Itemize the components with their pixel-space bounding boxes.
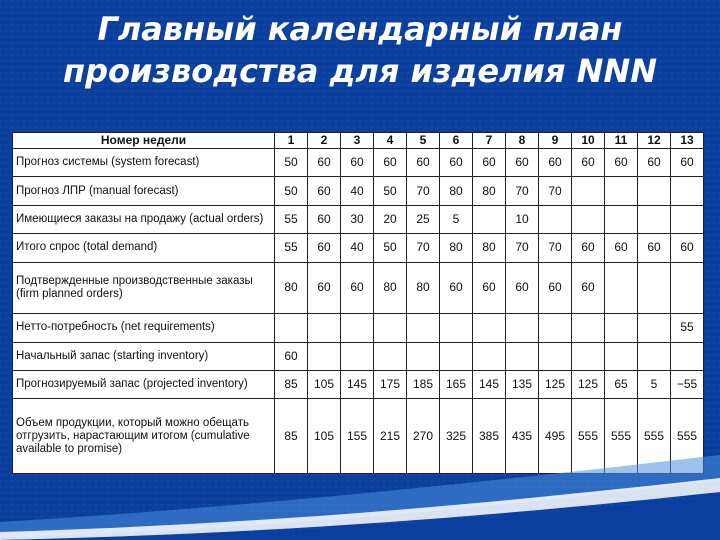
table-cell [473, 205, 506, 233]
table-cell: 80 [473, 177, 506, 205]
table-row [13, 314, 704, 342]
table-cell: 60 [308, 149, 341, 177]
table-cell: 325 [440, 399, 473, 474]
title-line-2: производства для изделия NNN [62, 52, 657, 90]
table-cell: 85 [275, 399, 308, 474]
table-cell: 555 [671, 399, 704, 474]
row-label: Прогноз ЛПР (manual forecast) [13, 177, 275, 205]
row-label: Начальный запас (starting inventory) [13, 342, 275, 370]
table-cell: 555 [605, 399, 638, 474]
table-cell: 555 [572, 399, 605, 474]
table-cell [671, 262, 704, 314]
table-cell [308, 342, 341, 370]
table-row [13, 342, 704, 370]
table-cell [605, 262, 638, 314]
table-cell [638, 205, 671, 233]
table-cell [638, 342, 671, 370]
table-cell: 55 [275, 205, 308, 233]
table-cell [671, 177, 704, 205]
table-cell: 270 [407, 399, 440, 474]
week-header-3: 3 [341, 133, 374, 149]
table-cell: 125 [572, 370, 605, 398]
table-cell [572, 314, 605, 342]
table-cell: 60 [605, 234, 638, 262]
row-label: Имеющиеся заказы на продажу (actual orders) [13, 205, 275, 233]
table-body [13, 149, 704, 474]
table-cell: −55 [671, 370, 704, 398]
table-cell: 185 [407, 370, 440, 398]
table-cell [473, 342, 506, 370]
header-row [13, 133, 704, 149]
table-cell: 40 [341, 234, 374, 262]
table-row [13, 205, 704, 233]
table-cell: 60 [638, 149, 671, 177]
table-cell [506, 342, 539, 370]
table-cell: 60 [308, 262, 341, 314]
table-cell: 5 [440, 205, 473, 233]
row-label: Прогнозируемый запас (projected inventory) [13, 370, 275, 398]
table-cell [539, 342, 572, 370]
table-cell: 60 [506, 149, 539, 177]
table-cell: 60 [440, 149, 473, 177]
table-cell: 60 [506, 262, 539, 314]
table-cell [605, 205, 638, 233]
table-cell [572, 342, 605, 370]
table-row [13, 370, 704, 398]
table-cell: 435 [506, 399, 539, 474]
table-cell: 5 [638, 370, 671, 398]
table-cell: 495 [539, 399, 572, 474]
title-line-1: Главный календарный план [97, 10, 623, 48]
table-cell: 50 [374, 177, 407, 205]
slide-title [0, 8, 720, 92]
week-header-5: 5 [407, 133, 440, 149]
table-cell: 60 [374, 149, 407, 177]
table-cell [605, 314, 638, 342]
table-cell: 165 [440, 370, 473, 398]
table-cell [605, 342, 638, 370]
table-cell: 55 [275, 234, 308, 262]
table-cell [374, 314, 407, 342]
table-cell [638, 314, 671, 342]
table-cell: 60 [341, 262, 374, 314]
table-cell: 25 [407, 205, 440, 233]
table-cell: 20 [374, 205, 407, 233]
week-header-6: 6 [440, 133, 473, 149]
mps-table [12, 132, 704, 474]
week-header-11: 11 [605, 133, 638, 149]
table-cell: 60 [308, 234, 341, 262]
table-cell: 60 [539, 149, 572, 177]
table-cell: 155 [341, 399, 374, 474]
week-header-2: 2 [308, 133, 341, 149]
table-cell: 60 [440, 262, 473, 314]
table-cell: 145 [473, 370, 506, 398]
table-cell [638, 262, 671, 314]
week-header-12: 12 [638, 133, 671, 149]
week-header-7: 7 [473, 133, 506, 149]
week-header-9: 9 [539, 133, 572, 149]
table-cell: 60 [572, 149, 605, 177]
table-cell [341, 314, 374, 342]
row-label: Подтвержденные производственные заказы (firm planned orders) [13, 262, 275, 314]
table-cell: 70 [407, 234, 440, 262]
table-row [13, 262, 704, 314]
week-header-8: 8 [506, 133, 539, 149]
table-row [13, 177, 704, 205]
table-cell: 70 [407, 177, 440, 205]
table-cell: 60 [341, 149, 374, 177]
table-cell [506, 314, 539, 342]
table-cell: 40 [341, 177, 374, 205]
table-cell: 60 [572, 234, 605, 262]
table-cell: 10 [506, 205, 539, 233]
week-header-1: 1 [275, 133, 308, 149]
table-cell: 80 [473, 234, 506, 262]
table-cell: 60 [473, 149, 506, 177]
table-cell [572, 177, 605, 205]
table-cell: 70 [539, 177, 572, 205]
table-cell [341, 342, 374, 370]
table-cell: 80 [407, 262, 440, 314]
table-cell [440, 314, 473, 342]
table-cell [572, 205, 605, 233]
table-cell: 555 [638, 399, 671, 474]
week-header-4: 4 [374, 133, 407, 149]
table-cell: 55 [671, 314, 704, 342]
table-cell: 60 [275, 342, 308, 370]
row-label: Итого спрос (total demand) [13, 234, 275, 262]
table-cell: 60 [308, 205, 341, 233]
mps-table-container [12, 132, 704, 474]
table-cell: 30 [341, 205, 374, 233]
table-cell [407, 342, 440, 370]
table-row [13, 234, 704, 262]
table-cell: 60 [473, 262, 506, 314]
table-cell [275, 314, 308, 342]
table-cell [440, 342, 473, 370]
table-cell: 175 [374, 370, 407, 398]
table-cell: 65 [605, 370, 638, 398]
week-number-header: Номер недели [13, 133, 275, 149]
table-cell: 50 [275, 177, 308, 205]
table-cell: 50 [374, 234, 407, 262]
row-label: Нетто-потребность (net requirements) [13, 314, 275, 342]
table-cell: 80 [374, 262, 407, 314]
table-cell: 80 [440, 177, 473, 205]
table-cell: 215 [374, 399, 407, 474]
table-row [13, 149, 704, 177]
week-header-13: 13 [671, 133, 704, 149]
table-cell: 80 [275, 262, 308, 314]
table-cell: 70 [506, 234, 539, 262]
table-cell: 385 [473, 399, 506, 474]
decorative-swoosh [0, 450, 720, 540]
table-cell: 105 [308, 399, 341, 474]
table-cell: 60 [572, 262, 605, 314]
table-cell: 50 [275, 149, 308, 177]
table-cell: 70 [506, 177, 539, 205]
table-cell: 80 [440, 234, 473, 262]
week-header-10: 10 [572, 133, 605, 149]
table-cell: 60 [539, 262, 572, 314]
table-cell: 105 [308, 370, 341, 398]
table-cell [539, 314, 572, 342]
table-cell: 60 [407, 149, 440, 177]
table-cell: 70 [539, 234, 572, 262]
table-cell [605, 177, 638, 205]
row-label: Объем продукции, который можно обещать отгрузить, нарастающим итогом (cumulative available to promise) [13, 399, 275, 474]
table-cell [407, 314, 440, 342]
table-cell [308, 314, 341, 342]
table-cell: 60 [605, 149, 638, 177]
table-cell: 60 [671, 149, 704, 177]
table-cell: 125 [539, 370, 572, 398]
table-cell [539, 205, 572, 233]
table-cell: 145 [341, 370, 374, 398]
table-cell [374, 342, 407, 370]
table-cell: 135 [506, 370, 539, 398]
table-cell: 60 [638, 234, 671, 262]
table-cell: 60 [671, 234, 704, 262]
table-cell [638, 177, 671, 205]
table-cell [473, 314, 506, 342]
table-cell [671, 342, 704, 370]
row-label: Прогноз системы (system forecast) [13, 149, 275, 177]
table-cell [671, 205, 704, 233]
table-cell: 85 [275, 370, 308, 398]
table-cell: 60 [308, 177, 341, 205]
